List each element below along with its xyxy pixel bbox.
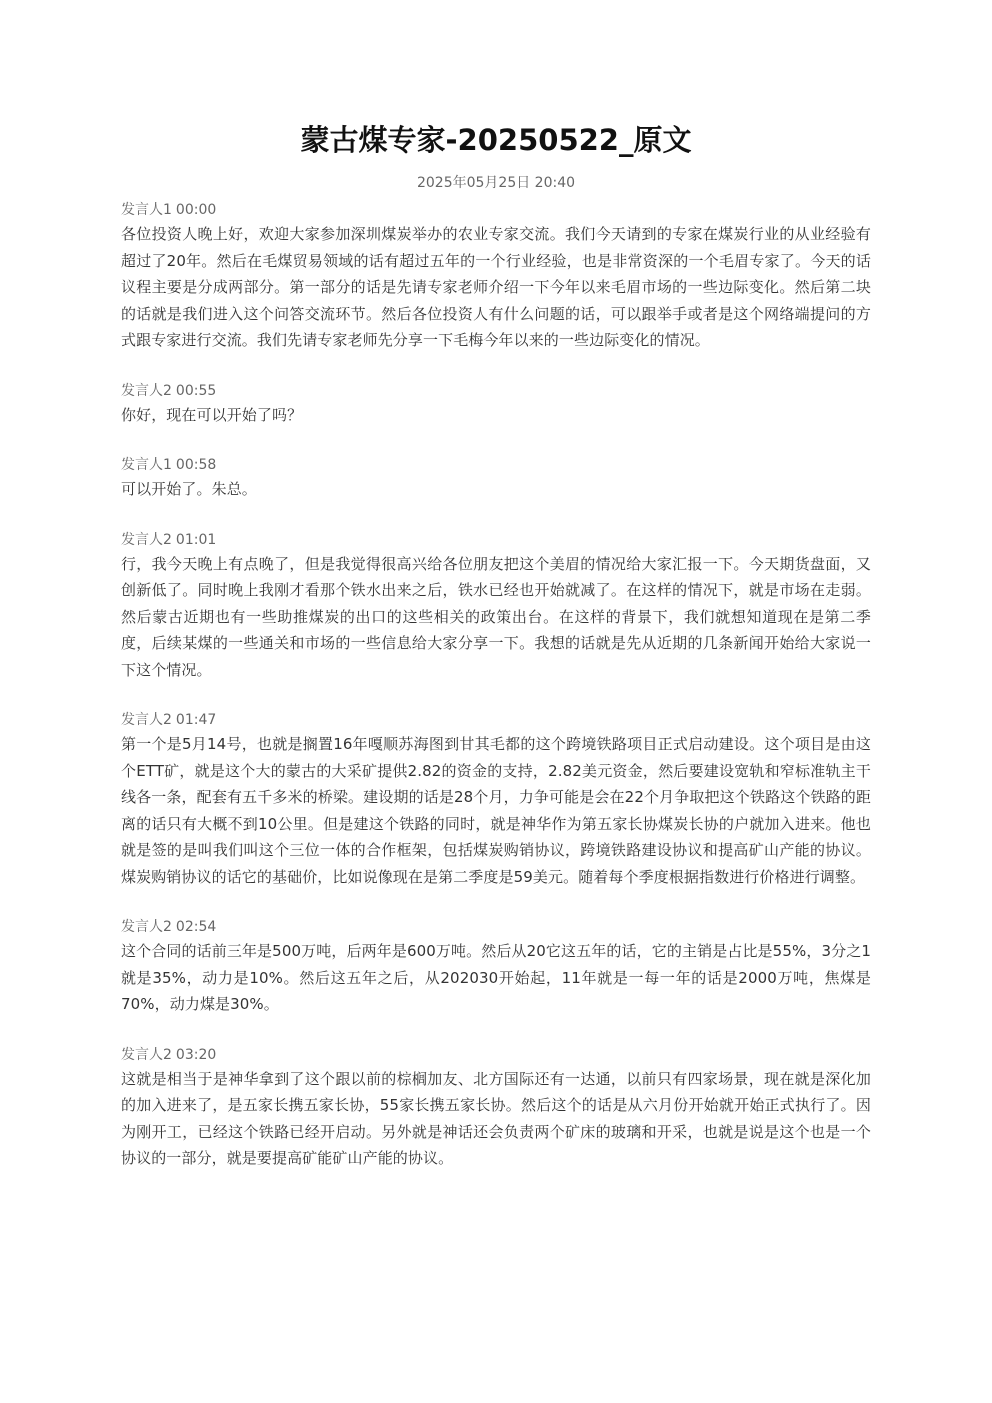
speaker-name: 发言人2: [121, 382, 172, 399]
transcript-entry: [121, 529, 871, 684]
timestamp: 01:01: [175, 531, 217, 548]
transcript-entry: [121, 709, 871, 890]
utterance-text: 你好，现在可以开始了吗？: [121, 405, 303, 424]
timestamp: 02:54: [175, 919, 217, 935]
speaker-line: [121, 454, 871, 476]
timestamp: 00:58: [175, 457, 217, 473]
speaker-name: 发言人2: [121, 712, 172, 728]
speaker-line: [121, 1044, 871, 1066]
transcript-entry: [121, 1044, 871, 1172]
speaker-name: 发言人2: [121, 919, 172, 935]
timestamp: 01:47: [175, 712, 217, 728]
speaker-name: 发言人2: [121, 531, 172, 548]
speaker-line: [121, 709, 871, 731]
utterance-text: 这就是相当于是神华拿到了这个跟以前的棕榈加友、北方国际还有一达通，以前只有四家场景，现在就是深化加的加入进来了，是五家长携五家长协，55家长携五家长协。然后这个的话是从六月份开始就开始正式执行了。因为刚开工，已经这个铁路已经开启动。另外就是神话还会负责两个矿床的玻璃和开采，也就是说是这个也是一个协议的一部分，就是要提高矿能矿山产能的协议。: [121, 1069, 871, 1167]
speaker-line: [121, 199, 871, 221]
speaker-line: [121, 529, 871, 551]
timestamp: 00:00: [175, 202, 217, 218]
speaker-name: 发言人1: [121, 457, 172, 473]
speaker-line: [121, 380, 871, 402]
utterance-text: 行，我今天晚上有点晚了，但是我觉得很高兴给各位朋友把这个美眉的情况给大家汇报一下。今天期货盘面，又创新低了。同时晚上我刚才看那个铁水出来之后，铁水已经也开始就减了。在这样的情况下，就是市场在走弱。然后蒙古近期也有一些助推煤炭的出口的这些相关的政策出台。在这样的背景下，我们就想知道现在是第二季度，后续某煤的一些通关和市场的一些信息给大家分享一下。我想的话就是先从近期的几条新闻开始给大家说一下这个情况。: [121, 554, 871, 679]
document-date: 2025年05月25日 20:40: [416, 175, 576, 191]
utterance-text: 第一个是5月14号，也就是搁置16年嘎顺苏海图到甘其毛都的这个跨境铁路项目正式启动建设。这个项目是由这个ETT矿，就是这个大的蒙古的大采矿提供2.82的资金的支持，2.82美元资金，然后要建设宽轨和窄标准轨主干线各一条，配套有五千多米的桥梁。建设期的话是28个月，力争可能是会在22个月争取把这个铁路这个铁路的距离的话只有大概不到10公里。但是建这个铁路的同时，就是神华作为第五家长协煤炭长协的户就加入进来。他也就是签的是叫我们叫这个三位一体的合作框架，包括煤炭购销协议，跨境铁路建设协议和提高矿山产能的协议。煤炭购销协议的话它的基础价，比如说像现在是第二季度是59美元。随着每个季度根据指数进行价格进行调整。: [121, 735, 871, 886]
utterance-text: 这个合同的话前三年是500万吨，后两年是600万吨。然后从20它这五年的话，它的主销是占比是55%，3分之1就是35%，动力是10%。然后这五年之后，从202030开始起，11年就是一每一年的话是2000万吨，焦煤是70%，动力煤是30%。: [121, 942, 871, 1013]
speaker-name: 发言人1: [121, 202, 172, 218]
utterance-text: 可以开始了。朱总。: [121, 480, 257, 498]
utterance-text: 各位投资人晚上好，欢迎大家参加深圳煤炭举办的农业专家交流。我们今天请到的专家在煤炭行业的从业经验有超过了20年。然后在毛煤贸易领域的话有超过五年的一个行业经验，也是非常资深的一个毛眉专家了。今天的话议程主要是分成两部分。第一部分的话是先请专家老师介绍一下今年以来毛眉市场的一些边际变化。然后第二块的话就是我们进入这个问答交流环节。然后各位投资人有什么问题的话，可以跟举手或者是这个网络端提问的方式跟专家进行交流。我们先请专家老师先分享一下毛梅今年以来的一些边际变化的情况。: [121, 225, 871, 349]
transcript-entry: [121, 199, 871, 354]
speaker-name: 发言人2: [121, 1046, 172, 1063]
speaker-line: [121, 916, 871, 938]
timestamp: 00:55: [175, 382, 217, 399]
timestamp: 03:20: [175, 1046, 217, 1063]
transcript: [121, 199, 871, 1198]
transcript-entry: [121, 380, 871, 429]
transcript-entry: [121, 454, 871, 503]
transcript-entry: [121, 916, 871, 1018]
document-title: 蒙古煤专家-20250522_原文: [300, 123, 692, 157]
